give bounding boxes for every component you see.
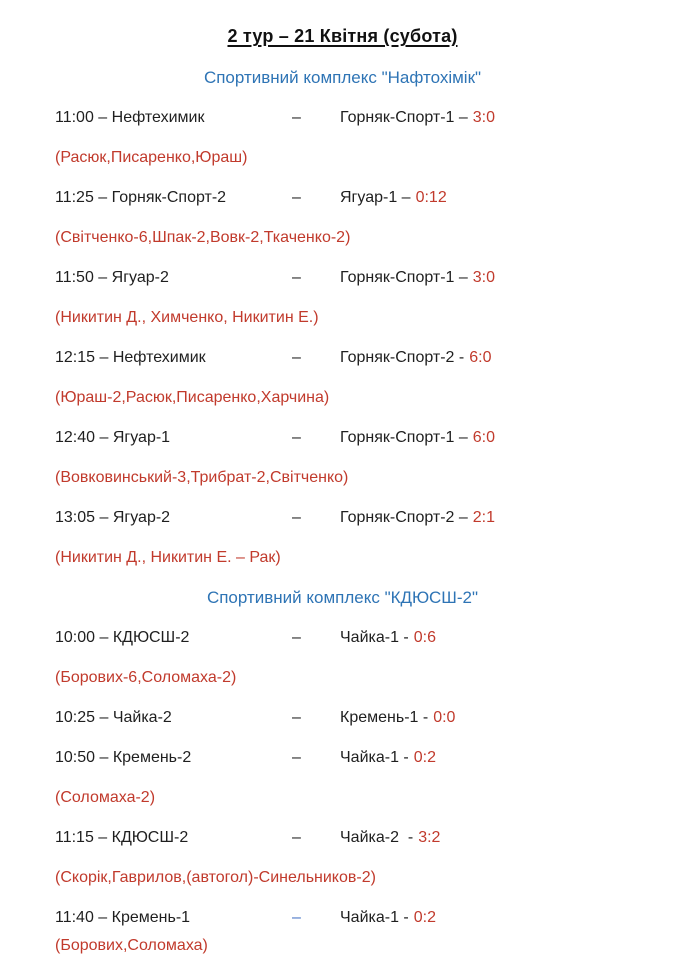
separator-dash: – (292, 829, 301, 846)
match-away-team: Кремень-1 - (340, 709, 429, 726)
match-time-and-home-team: 11:40 – Кремень-1 (55, 909, 191, 926)
match-time-and-home-team: 11:00 – Нефтехимик (55, 109, 205, 126)
match-score: 3:0 (472, 109, 496, 126)
match-time-and-home-team: 10:00 – КДЮСШ-2 (55, 629, 190, 646)
venue-section (55, 68, 645, 568)
match-away-team: Горняк-Спорт-1 – (340, 429, 468, 446)
match-away-team: Горняк-Спорт-2 - (340, 349, 465, 366)
scorers-line: (Вовковинський-3,Трибрат-2,Світченко) (55, 469, 349, 486)
match-away-team: Ягуар-1 – (340, 189, 411, 206)
separator-dash: – (292, 269, 301, 286)
match-row (55, 508, 645, 528)
scorers-line: (Расюк,Писаренко,Юраш) (55, 149, 248, 166)
venue-heading: Спортивний комплекс "Нафтохімік" (203, 68, 482, 87)
scorers-line: (Скорік,Гаврилов,(автогол)-Синельников-2) (55, 869, 376, 886)
match-time-and-home-team: 12:15 – Нефтехимик (55, 349, 206, 366)
match-score: 0:2 (413, 749, 436, 766)
separator-dash: – (292, 349, 301, 366)
round-title: 2 тур – 21 Квітня (субота) (227, 26, 458, 46)
match-time-and-home-team: 10:25 – Чайка-2 (55, 709, 172, 726)
match-row (55, 348, 645, 368)
match-score: 3:2 (418, 829, 441, 846)
match-row (55, 428, 645, 448)
match-time-and-home-team: 11:50 – Ягуар-2 (55, 269, 169, 286)
match-away-team: Чайка-1 - (340, 749, 409, 766)
separator-dash: – (292, 749, 301, 766)
matches-list (55, 628, 645, 956)
match-time-and-home-team: 13:05 – Ягуар-2 (55, 509, 171, 526)
match-row (55, 708, 645, 728)
match-row (55, 108, 645, 128)
match-away-team: Горняк-Спорт-1 – (340, 269, 468, 286)
match-time-and-home-team: 10:50 – Кремень-2 (55, 749, 192, 766)
separator-dash: – (292, 709, 301, 726)
match-row (55, 828, 645, 848)
separator-dash: – (292, 629, 301, 646)
match-row (55, 908, 645, 928)
match-away-team: Чайка-2 - (340, 829, 414, 846)
venue-section (55, 588, 645, 956)
match-score: 0:0 (433, 709, 456, 726)
scorers-line: (Борових,Соломаха) (55, 937, 208, 954)
match-score: 3:0 (472, 269, 496, 286)
match-row (55, 188, 645, 208)
match-score: 0:2 (413, 909, 436, 926)
match-row (55, 268, 645, 288)
match-away-team: Горняк-Спорт-2 – (340, 509, 468, 526)
scorers-line: (Борових-6,Соломаха-2) (55, 669, 237, 686)
match-row (55, 628, 645, 648)
match-time-and-home-team: 11:15 – КДЮСШ-2 (55, 829, 189, 846)
scorers-line: (Соломаха-2) (55, 789, 156, 806)
separator-dash: – (292, 509, 301, 526)
match-away-team: Чайка-1 - (340, 629, 409, 646)
match-row (55, 748, 645, 768)
venue-heading: Спортивний комплекс "КДЮСШ-2" (206, 588, 479, 607)
separator-dash: – (292, 429, 301, 446)
match-away-team: Горняк-Спорт-1 – (340, 109, 468, 126)
separator-dash: – (292, 189, 301, 206)
separator-dash: – (292, 109, 301, 126)
scorers-line: (Никитин Д., Химченко, Никитин Е.) (55, 309, 319, 326)
matches-list (55, 108, 645, 568)
match-score: 6:0 (469, 349, 492, 366)
sections-container (55, 68, 645, 956)
match-score: 0:12 (415, 189, 447, 206)
scorers-line: (Світченко-6,Шпак-2,Вовк-2,Ткаченко-2) (55, 229, 351, 246)
scorers-line: (Юраш-2,Расюк,Писаренко,Харчина) (55, 389, 330, 406)
separator-dash: – (292, 909, 301, 926)
match-score: 6:0 (472, 429, 496, 446)
match-score: 0:6 (413, 629, 436, 646)
match-time-and-home-team: 12:40 – Ягуар-1 (55, 429, 171, 446)
match-away-team: Чайка-1 - (340, 909, 409, 926)
match-time-and-home-team: 11:25 – Горняк-Спорт-2 (55, 189, 227, 206)
scorers-line: (Никитин Д., Никитин Е. – Рак) (55, 549, 281, 566)
match-score: 2:1 (472, 509, 496, 526)
